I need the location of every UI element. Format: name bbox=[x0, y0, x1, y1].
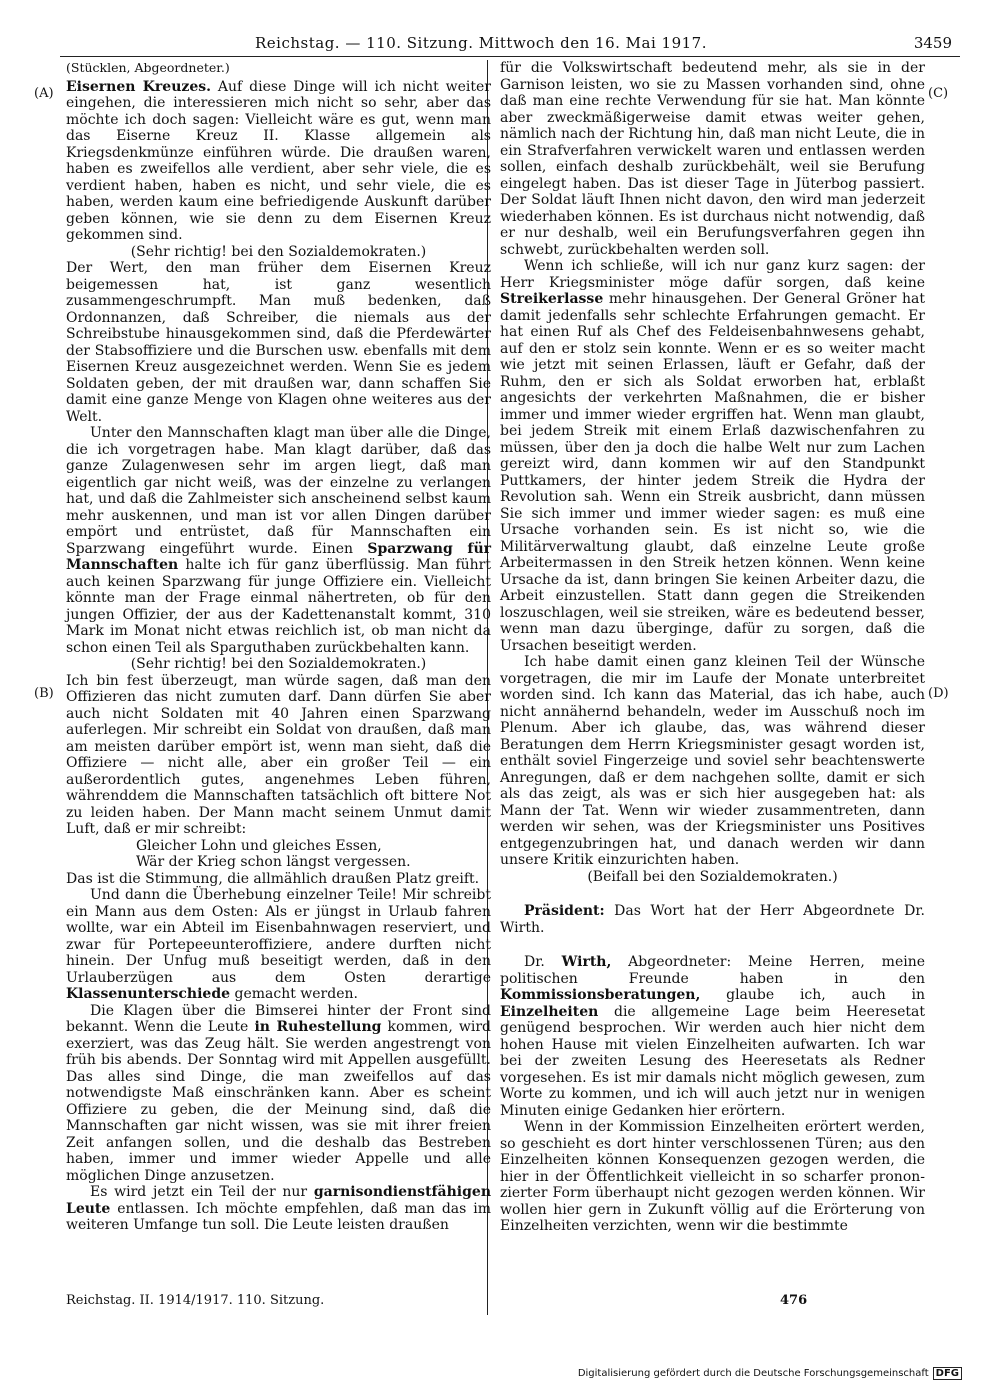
paragraph-text: Auf diese Dinge will ich nicht weiter eingehen, die interessieren mich nicht so sehr, aber das möchte ich doch sagen: Vielleicht wäre es gut, wenn man das Eiserne Kreuz II. Klasse allgemein als Kriegsdenkmünze einführen würde. Die draußen waren, haben es zweifellos alle verdient, aber sehr viele, die es verdient haben, haben es nicht, und sehr viele, die es haben, werden kaum eine befriedigende Auskunft darüber geben können, wie sie denn zu dem Eisernen Kreuz gekommen sind. bbox=[66, 78, 491, 243]
page-number: 3459 bbox=[913, 34, 952, 52]
paragraph-text: Das Wort hat der Herr Abgeordnete Dr. Wirth. bbox=[500, 903, 925, 936]
paragraph bbox=[66, 887, 491, 1003]
right-column bbox=[500, 60, 925, 1235]
paragraph-text: entlassen. Ich möchte empfehlen, daß man das im weiteren Umfange tun soll. Die Leute leisten draußen bbox=[66, 1200, 491, 1233]
spacer bbox=[500, 885, 925, 903]
footer-left: Reichstag. II. 1914/1917. 110. Sitzung. bbox=[66, 1293, 325, 1308]
interjection: (Sehr richtig! bei den Sozialdemokraten.) bbox=[130, 243, 427, 260]
footer-page-number: 476 bbox=[780, 1293, 808, 1308]
emphasis: Kommissionsberatungen, bbox=[500, 987, 701, 1003]
paragraph bbox=[66, 425, 491, 656]
spacer bbox=[500, 936, 925, 954]
paragraph bbox=[66, 79, 491, 244]
emphasis: Präsident: bbox=[524, 903, 605, 919]
emphasis: Einzelheiten bbox=[500, 1003, 599, 1020]
paragraph: Ich habe damit einen ganz kleinen Teil der Wünsche vorgetragen, die mir im Laufe der Monate unterbreitet worden sind. Ich kann das Material, das ich habe, auch nicht annähernd behandeln, weder im Ausschuß noch im Plenum. Aber ich glaube, das, was während dieser Beratungen dem Herrn Kriegsminister gesagt worden ist, enthält soviel Fingerzeige und soviel sehr beachtenswerte Anregungen, daß er dem nachgehen sollte, damit er sich als das zeigt, als was er sich hier ausgegeben hat: als Mann der Tat. Wenn wir wieder zusammentreten, dann werden wir sehen, was der Kriegsminister uns Positives entgegenzubringen hat, und danach werden wir dann unsere Kritik einzurichten haben. bbox=[500, 654, 925, 868]
credit-text: Digitalisierung gefördert durch die Deutsche Forschungsgemeinschaft bbox=[577, 1368, 929, 1379]
dfg-logo-icon: DFG bbox=[933, 1367, 962, 1380]
paragraph: für die Volkswirtschaft bedeutend mehr, als sie in der Garnison leisten, wo sie zu Massen vorhanden sind, ohne daß man eine rechte Verwendung für sie hat. Man könnte aber zweckmäßigerweise damit etwas weiter gehen, nämlich nach der Richtung hin, daß man nicht Leute, die in ein Strafverfahren verwickelt waren und entlassen werden sollen, einfach deshalb zurückbehält, weil sie Berufung eingelegt haben. Das ist dieser Tage in Jüterbog passiert. Der Soldat läuft Ihnen nicht davon, den wird man jederzeit wiederhaben können. Es ist durchaus nicht notwendig, daß er nur deshalb, weil ein Berufungsverfahren gegen ihn schwebt, zurückbehalten werden soll. bbox=[500, 60, 925, 258]
speaker-name: Wirth, bbox=[561, 954, 612, 970]
header-title: Reichstag. — 110. Sitzung. Mittwoch den 16. Mai 1917. bbox=[255, 34, 707, 52]
left-column bbox=[66, 60, 491, 1234]
margin-marker-b: (B) bbox=[34, 686, 54, 701]
paragraph-text: Wenn ich schließe, will ich nur ganz kurz sagen: der Herr Kriegsminister möge dafür sorgen, daß keine bbox=[500, 258, 925, 291]
verse-line: Gleicher Lohn und gleiches Essen, bbox=[136, 837, 382, 854]
paragraph-text: Die Klagen über die Bimserei hinter der Front sind bekannt. Wenn die Leute bbox=[66, 1002, 491, 1035]
paragraph-text: halte ich für ganz überflüssig. Man führt auch keinen Sparzwang für junge Offiziere ein. Vielleicht könnte man der Frage einmal nähertreten, ob für den jungen Offizier, der aus der Kadettenanstalt kommt, 310 Mark im Monat nicht etwas reichlich ist, ob man nicht da schon einen Teil als Sparguthaben zurückbehalten kann. bbox=[66, 557, 491, 656]
page-header bbox=[60, 30, 960, 57]
emphasis: Sparzwang für Mannschaften bbox=[66, 540, 492, 573]
interjection: (Sehr richtig! bei den Sozialdemokraten.) bbox=[130, 656, 427, 672]
paragraph-text: mehr hinausgehen. Der General Gröner hat damit jedenfalls sehr schlechte Erfahrungen gemacht. Er hat einen Ruf als Chef des Feldeisenbahnwesens gehabt, auf den er stolz sein konnte. Wenn er es so weiter macht wie jetzt mit seinen Erlassen, läuft er Gefahr, daß der Ruhm, den er sich als Soldat erworben hat, erblaßt angesichts der verkehrten Maßnahmen, die er bisher immer und immer wieder ergriffen hat. Wenn man glaubt, bei jedem Streik mit einem Erlaß dazwischenfahren zu müssen, über den ja doch die halbe Welt nur zum Lachen gereizt wird, dann kommen wir auf den Standpunkt Puttkamers, der hinter jedem Streik die Hydra der Revolution sah. Wenn ein Streik ausbricht, dann müssen Sie sich immer und immer wieder sagen: es muß eine Ursache vorhanden sein. Es ist nicht so, wie die Militärverwaltung glaubt, daß einzelne Leute große Arbeitermassen in den Streik hetzen können. Wenn keine Ursache da ist, dann bringen Sie keinen Arbeiter dazu, die Arbeit einzustellen. Statt dann gegen die Streikenden loszuschlagen, weil sie streiken, wäre es bedeutend besser, wenn man dazu überginge, dafür zu sorgen, daß die Ursachen beseitigt werden. bbox=[500, 291, 925, 654]
paragraph bbox=[66, 1184, 491, 1234]
emphasis: Klassenunterschiede bbox=[66, 986, 231, 1002]
emphasis: Streikerlasse bbox=[500, 291, 604, 307]
margin-marker-c: (C) bbox=[928, 86, 949, 101]
paragraph: Wenn in der Kommission Einzelheiten erörtert werden, so geschieht es dort hinter verschlossenen Türen; aus den Einzelheiten können Konsequenzen gezogen werden, die hier in der Öffentlichkeit vielleicht in so scharfer pronon- zierter Form überhaupt nicht gezogen werden können. Wir wollen hier gern in Zukunft völlig auf die Erörterung von Einzelheiten verzichten, wenn wir die bestimmte bbox=[500, 1119, 925, 1234]
paragraph bbox=[500, 954, 925, 1119]
speaker-label: (Stücklen, Abgeordneter.) bbox=[66, 60, 230, 75]
paragraph: Das ist die Stimmung, die allmählich draußen Platz greift. bbox=[66, 870, 480, 887]
paragraph-text: gemacht werden. bbox=[230, 986, 358, 1002]
margin-marker-d: (D) bbox=[928, 686, 949, 701]
paragraph: Ich bin fest überzeugt, man würde sagen, daß man den Offizieren das nicht zumuten darf. Dann dürfen Sie aber auch nicht Soldaten mit 40 Jahren einen Sparzwang auferlegen. Mir schreibt ein Soldat von draußen, daß man am meisten darüber empört ist, wenn man sieht, daß die Offiziere — nicht alle, aber ein großer Teil — ein außerordentlich gutes, angenehmes Leben führen, währenddem die Mannschaften tatsächlich oft bittere Not zu leiden haben. Der Mann macht seinem Unmut damit Luft, daß er mir schreibt: bbox=[66, 672, 491, 837]
paragraph bbox=[500, 258, 925, 654]
paragraph-text: Und dann die Überhebung einzelner Teile! Mir schreibt ein Mann aus dem Osten: Als er jüngst in Urlaub fahren wollte, war ein Abteil im Eisenbahnwagen reserviert, und zwar für Portepeeunteroffiziere, andere durften nicht hinein. Der Unfug muß beseitigt werden, daß in den Urlauberzügen aus dem Osten derartige bbox=[66, 887, 491, 986]
paragraph-text: kommen, wird exerziert, was das Zeug hält. Sie werden angestrengt von früh bis abends. Der Sonntag wird mit Appellen ausgefüllt. Das alles sind Dinge, die man zweifellos auf das notwendigste Maß einschränken kann. Aber es scheint Offiziere zu geben, die der Meinung sind, daß die Mannschaften gar nicht wissen, was sie mit ihrer freien Zeit anfangen sollen, und die deshalb das Bestreben haben, immer und immer wieder Appelle und alle möglichen Dinge anzusetzen. bbox=[66, 1019, 491, 1184]
emphasis: in Ruhestellung bbox=[254, 1019, 382, 1035]
margin-marker-a: (A) bbox=[34, 86, 54, 101]
paragraph-text: Abgeordneter: Meine Herren, meine politischen Freunde haben in den bbox=[500, 954, 926, 987]
interjection: (Beifall bei den Sozialdemokraten.) bbox=[587, 868, 838, 885]
emphasis: Eisernen Kreuzes. bbox=[66, 78, 212, 95]
paragraph-text: glaube ich, auch in bbox=[700, 987, 925, 1003]
paragraph bbox=[66, 1003, 491, 1185]
paragraph: Der Wert, den man früher dem Eisernen Kreuz beigemessen hat, ist ganz wesentlich zusammengeschrumpft. Man muß bedenken, daß Ordonnanzen, daß Schreiber, die niemals aus der Schreibstube hinausgekommen sind, daß die Pferdewärter der Stabsoffiziere und die Burschen usw. ebenfalls mit dem Eisernen Kreuz ausgezeichnet werden. Wenn Sie es jedem Soldaten geben, der mit draußen war, dann schaffen Sie damit eine ganze Menge von Klagen ohne weiteres aus der Welt. bbox=[66, 260, 491, 425]
paragraph-text: die allgemeine Lage beim Heeresetat genügend besprochen. Wir werden auch hier nicht dem hohen Hause mit vielen Einzelheiten aufwarten. Ich war bei der zweiten Lesung des Heeresetats als Redner vorgesehen. Es ist mir damals nicht möglich gewesen, zum Worte zu kommen, und ich will auch jetzt nur in wenigen Minuten einige Gedanken hier erörtern. bbox=[500, 1003, 925, 1119]
paragraph-text: Unter den Mannschaften klagt man über alle die Dinge, die ich vorgetragen habe. Man klagt darüber, daß das ganze Zulagenwesen sehr im argen liegt, daß man eigentlich gar nicht weiß, was der einzelne zu verlangen hat, und daß die Zahlmeister sich anscheinend selbst kaum mehr auskennen, und man ist vor allen Dingen darüber empört und entrüstet, daß für Mannschaften ein Sparzwang eingeführt wurde. Einen bbox=[66, 425, 491, 557]
paragraph-text: Dr. bbox=[524, 954, 562, 970]
digitization-credit bbox=[578, 1367, 962, 1380]
president-statement bbox=[500, 903, 925, 936]
paragraph-text: Es wird jetzt ein Teil der nur bbox=[90, 1184, 314, 1200]
verse-line: Wär der Krieg schon längst vergessen. bbox=[136, 854, 411, 870]
emphasis: garnisondienstfähigen Leute bbox=[66, 1184, 491, 1217]
